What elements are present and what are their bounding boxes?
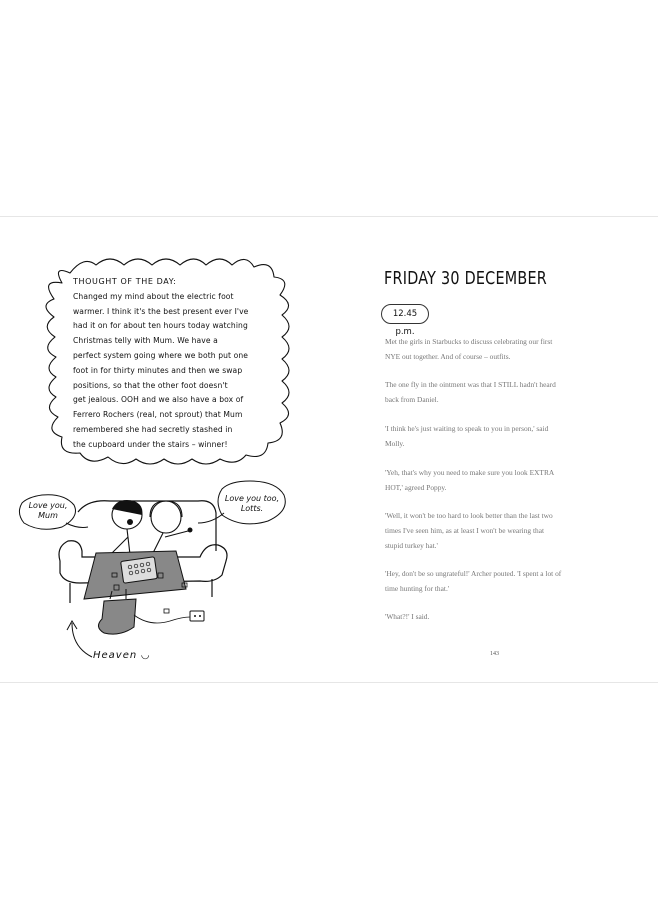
foot-warmer [98,599,136,634]
para-line: time hunting for that.' [385,583,450,593]
bubble-right-line: Lotts. [240,504,264,513]
para-line: Met the girls in Starbucks to discuss celebrating our first [385,337,553,346]
power-socket [190,611,204,621]
time-badge: 12.45 p.m. [381,304,429,324]
para-line: 'Hey, don't be so ungrateful!' Archer pouted. 'I spent a lot of [385,569,562,578]
speech-bubble-right [220,494,284,514]
thought-line: warmer. I think it's the best present ever I've [73,306,249,316]
thought-line: perfect system going where we both put one [73,350,249,360]
thought-line: Christmas telly with Mum. We have a [73,336,218,346]
para-line: HOT,' agreed Poppy. [385,482,447,492]
bubble-right-line: Love you too, [224,494,280,503]
page-number: 143 [490,651,499,657]
book-spread [0,216,658,683]
para-line: 'Well, it won't be too hard to look better than the last two [385,511,553,520]
thought-line: foot in for thirty minutes and then we swap [73,365,243,375]
thought-line: Ferrero Rochers (real, not sprout) that Mum [73,410,243,420]
para-line: times I've seen him, as at least I won't be wearing that [385,525,545,535]
person-right-head [151,501,181,533]
paragraph [385,509,615,553]
sofa-illustration [0,217,330,682]
paragraph [385,422,615,452]
paragraph [385,466,615,496]
thought-line: Changed my mind about the electric foot [73,291,234,301]
thought-line: positions, so that the other foot doesn't [73,380,228,390]
thought-line: had it on for about ten hours today watching [73,321,248,331]
para-line: The one fly in the ointment was that I STILL hadn't heard [385,380,556,389]
thought-line: remembered she had secretly stashed in [73,424,233,434]
left-page [0,217,330,682]
para-line: back from Daniel. [385,394,439,404]
thought-line: get jealous. OOH and we also have a box of [73,395,244,405]
para-line: Molly. [385,438,405,448]
right-page [330,217,658,682]
para-line: 'What?!' I said. [385,612,430,621]
heaven-caption: Heaven ◡ [93,650,151,661]
diary-date-heading: FRIDAY 30 DECEMBER [384,269,548,289]
arrow [72,623,92,657]
paragraph [385,335,615,365]
paragraph [385,610,615,625]
paragraph [385,567,615,597]
bubble-left-line: Mum [38,511,58,520]
para-line: NYE out together. And of course – outfits. [385,351,511,361]
para-line: stupid turkey hat.' [385,540,438,550]
bubble-left-line: Love you, [28,501,68,510]
thought-line: the cupboard under the stairs – winner! [73,439,228,449]
para-line: 'I think he's just waiting to speak to you in person,' said [385,424,549,433]
speech-bubble-left [24,501,72,521]
paragraph [385,378,615,408]
thought-title: THOUGHT OF THE DAY: [73,277,177,286]
para-line: 'Yeh, that's why you need to make sure you look EXTRA [385,468,555,477]
